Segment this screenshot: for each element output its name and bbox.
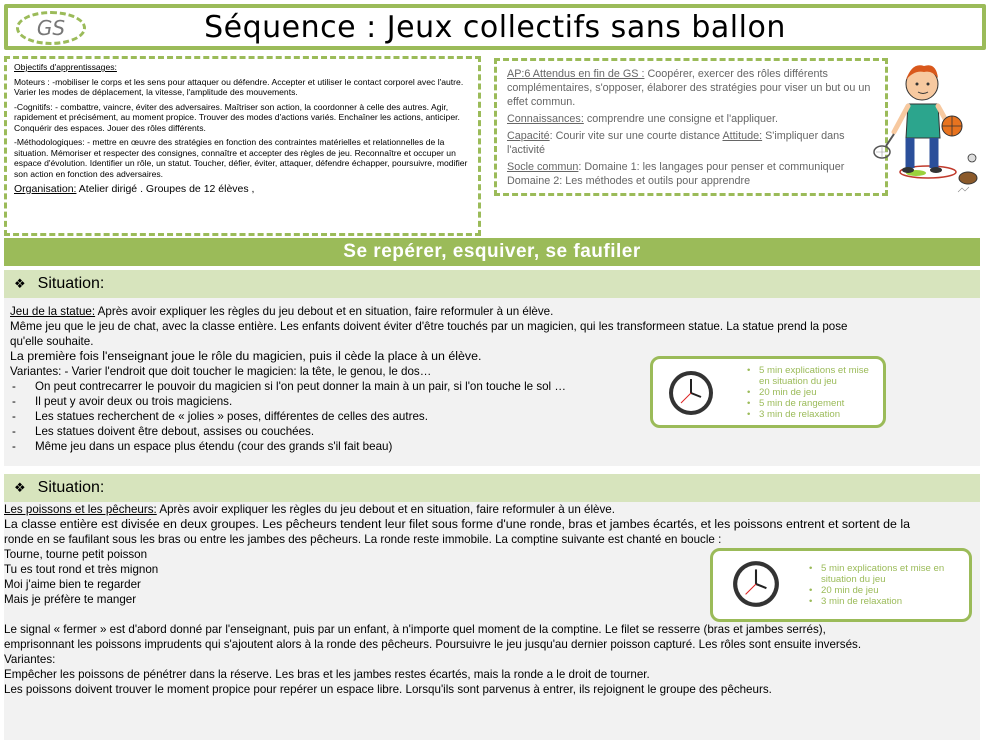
ap-socle bbox=[507, 160, 875, 174]
situation-1-variant: - Les statues recherchent de « jolies » poses, différentes de celles des autres. bbox=[10, 409, 974, 424]
ap-capacite bbox=[507, 129, 875, 157]
situation-2-intro-text: Après avoir expliquer les règles du jeu debout et en situation, faire reformuler à un élève. bbox=[156, 503, 615, 516]
clock-icon bbox=[731, 559, 781, 609]
situation-2-line2a: La classe entière est divisée en deux groupes. Les pêcheurs tendent leur filet sous forme d'une ronde, bras et jambes écartés, et les poissons entrent et sortent de la bbox=[4, 517, 911, 531]
timing-item: • 20 min de jeu bbox=[745, 387, 881, 398]
situation-1-variant: - Même jeu dans un espace plus étendu (cour des grands s'il fait beau) bbox=[10, 439, 974, 454]
organisation bbox=[14, 183, 471, 196]
timing-item: • 5 min de rangement bbox=[745, 398, 881, 409]
objectives-methodologiques: -Méthodologiques: - mettre en œuvre des stratégies en fonction des contraintes matérielles et relationnelles de la situation. Mémoriser et respecter des consignes, connaître et accepter des règles de jeu. Reconnaître et occuper un espace d'évolution. Identifier un rôle, un statut. Toucher, défier, éviter, attaquer, défendre échapper, poursuivre, modifier son action en fonction des adversaires. bbox=[14, 137, 468, 179]
situation-2-panel bbox=[4, 502, 980, 740]
situation-2-variant2: Les poissons doivent trouver le moment propice pour repérer un espace libre. Lorsqu'ils sont parvenus à entrer, ils rejoignent le groupe des pêcheurs. bbox=[4, 683, 772, 696]
situation-1-line2b: qu'elle souhaite. bbox=[10, 335, 94, 348]
ap-connaissances bbox=[507, 112, 875, 126]
ap-socle-text: : Domaine 1: les langages pour penser et communiquer bbox=[578, 161, 845, 173]
ap-attitude-label: Attitude: bbox=[722, 130, 763, 142]
section-banner: Se repérer, esquiver, se faufiler bbox=[4, 238, 980, 266]
situation-2-game-label: Les poissons et les pêcheurs: bbox=[4, 503, 157, 516]
page-title: Séquence : Jeux collectifs sans ballon bbox=[204, 10, 786, 45]
kid-sports-illustration bbox=[872, 60, 984, 202]
ap-socle-label: Socle commun bbox=[507, 161, 579, 173]
timing-item: • 5 min explications et mise en situation du jeu bbox=[745, 365, 881, 387]
situation-1-intro-text: Après avoir expliquer les règles du jeu debout et en situation, faire reformuler à un élève. bbox=[95, 305, 554, 318]
timing-item: • 3 min de relaxation bbox=[807, 596, 967, 607]
ap-capacite-label: Capacité bbox=[507, 130, 550, 142]
situation-1-line2a: Même jeu que le jeu de chat, avec la classe entière. Les enfants doivent éviter d'être touchés par un magicien, qui les transformeen statue. La statue prend la pose bbox=[10, 320, 848, 333]
ap-domaine2: Domaine 2: Les méthodes et outils pour apprendre bbox=[507, 175, 751, 187]
clock-icon bbox=[667, 369, 715, 417]
rhyme-line: Mais je préfère te manger bbox=[4, 593, 137, 606]
diamond-bullet-icon: ❖ bbox=[14, 276, 26, 291]
situation-1-variants-intro: Variantes: - Varier l'endroit que doit toucher le magicien: la tête, le genou, le dos… bbox=[10, 365, 432, 378]
rhyme-line: Tourne, tourne petit poisson bbox=[4, 548, 148, 561]
title-banner bbox=[4, 4, 986, 50]
ap-attendus-label: AP:6 Attendus en fin de GS : bbox=[507, 68, 645, 80]
timing-item: • 5 min explications et mise en situation du jeu bbox=[807, 563, 967, 585]
ap-attendus bbox=[507, 67, 875, 109]
ap-attendus-text: Coopérer, exercer des rôles différents complémentaires, s'opposer, élaborer des stratégies pour viser un but ou un effet commun. bbox=[507, 68, 871, 108]
situation-1-header bbox=[4, 270, 980, 298]
rhyme-line: Tu es tout rond et très mignon bbox=[4, 563, 159, 576]
situation-1-variant: - Les statues doivent être debout, assises ou couchées. bbox=[10, 424, 974, 439]
situation-1-intro bbox=[10, 304, 974, 319]
situation-1-game-label: Jeu de la statue: bbox=[10, 305, 96, 318]
organisation-text: Atelier dirigé . Groupes de 12 élèves , bbox=[76, 183, 255, 195]
rhyme-line: Moi j'aime bien te regarder bbox=[4, 578, 141, 591]
situation-1-variant: - Il peut y avoir deux ou trois magiciens. bbox=[10, 394, 974, 409]
situation-1-timing-list bbox=[745, 365, 881, 420]
situation-1-variant: - On peut contrecarrer le pouvoir du magicien si l'on peut donner la main à un pair, si l'on touche le sol … bbox=[10, 379, 974, 394]
diamond-bullet-icon: ❖ bbox=[14, 480, 26, 495]
objectives-cognitifs: -Cognitifs: - combattre, vaincre, éviter des adversaires. Maîtriser son action, la coordonner à celle des autres. Agir, rapidement et précisément, au moment propice. Trouver des modes d'actions variés. Enchaîner les actions, anticiper. Conquérir des espaces. Jouer des rôles différents. bbox=[14, 101, 460, 133]
objectives-moteurs: Moteurs : -mobiliser le corps et les sens pour attaquer ou défendre. Accepter et utiliser le contact corporel avec l'autre. Varier les modes de déplacement, la vitesse, l'amplitude des mouvements. bbox=[14, 76, 464, 97]
situation-2-variant1: Empêcher les poissons de pénétrer dans la réserve. Les bras et les jambes restes écartés, mais la ronde a le droit de tourner. bbox=[4, 668, 650, 681]
situation-1-line3: La première fois l'enseignant joue le rôle du magicien, puis il cède la place à un élève. bbox=[10, 349, 482, 363]
situation-2-timer-box bbox=[710, 548, 972, 622]
situation-2-line2b: ronde en se faufilant sous les bras ou entre les jambes des pêcheurs. La ronde reste immobile. La comptine suivante est chanté en boucle : bbox=[4, 533, 722, 546]
gs-badge: GS bbox=[16, 11, 86, 45]
situation-2-signal-a: Le signal « fermer » est d'abord donné par l'enseignant, puis par un enfant, à n'importe quel moment de la comptine. Le filet se resserre (bras et jambes serrés), bbox=[4, 623, 826, 636]
organisation-label: Organisation: bbox=[14, 183, 77, 195]
situation-1-timer-box bbox=[650, 356, 886, 428]
situation-2-timing-list bbox=[807, 563, 967, 607]
ap-capacite-text: : Courir vite sur une courte distance bbox=[549, 130, 723, 142]
situation-2-signal-b: emprisonnant les poissons imprudents qui s'ajoutent alors à la ronde des pêcheurs. Poursuivre le jeu jusqu'au dernier poisson capturé. Les rôles sont ensuite inversés. bbox=[4, 638, 862, 651]
timing-item: • 3 min de relaxation bbox=[745, 409, 881, 420]
ap-box bbox=[494, 58, 888, 196]
ap-connaissances-text: comprendre une consigne et l'appliquer. bbox=[583, 113, 778, 125]
ap-attitude-text: S'impliquer dans l'activité bbox=[507, 130, 845, 156]
timing-item: • 20 min de jeu bbox=[807, 585, 967, 596]
situation-2-title: Situation: bbox=[37, 479, 105, 496]
ap-connaissances-label: Connaissances: bbox=[507, 113, 584, 125]
situation-1-title: Situation: bbox=[37, 275, 105, 292]
situation-2-intro bbox=[4, 502, 980, 517]
situation-2-header bbox=[4, 474, 980, 502]
situation-1-panel bbox=[4, 298, 980, 466]
objectives-box bbox=[4, 56, 481, 236]
objectives-heading: Objectifs d'apprentissages: bbox=[14, 62, 117, 72]
situation-2-variants-label: Variantes: bbox=[4, 653, 56, 666]
